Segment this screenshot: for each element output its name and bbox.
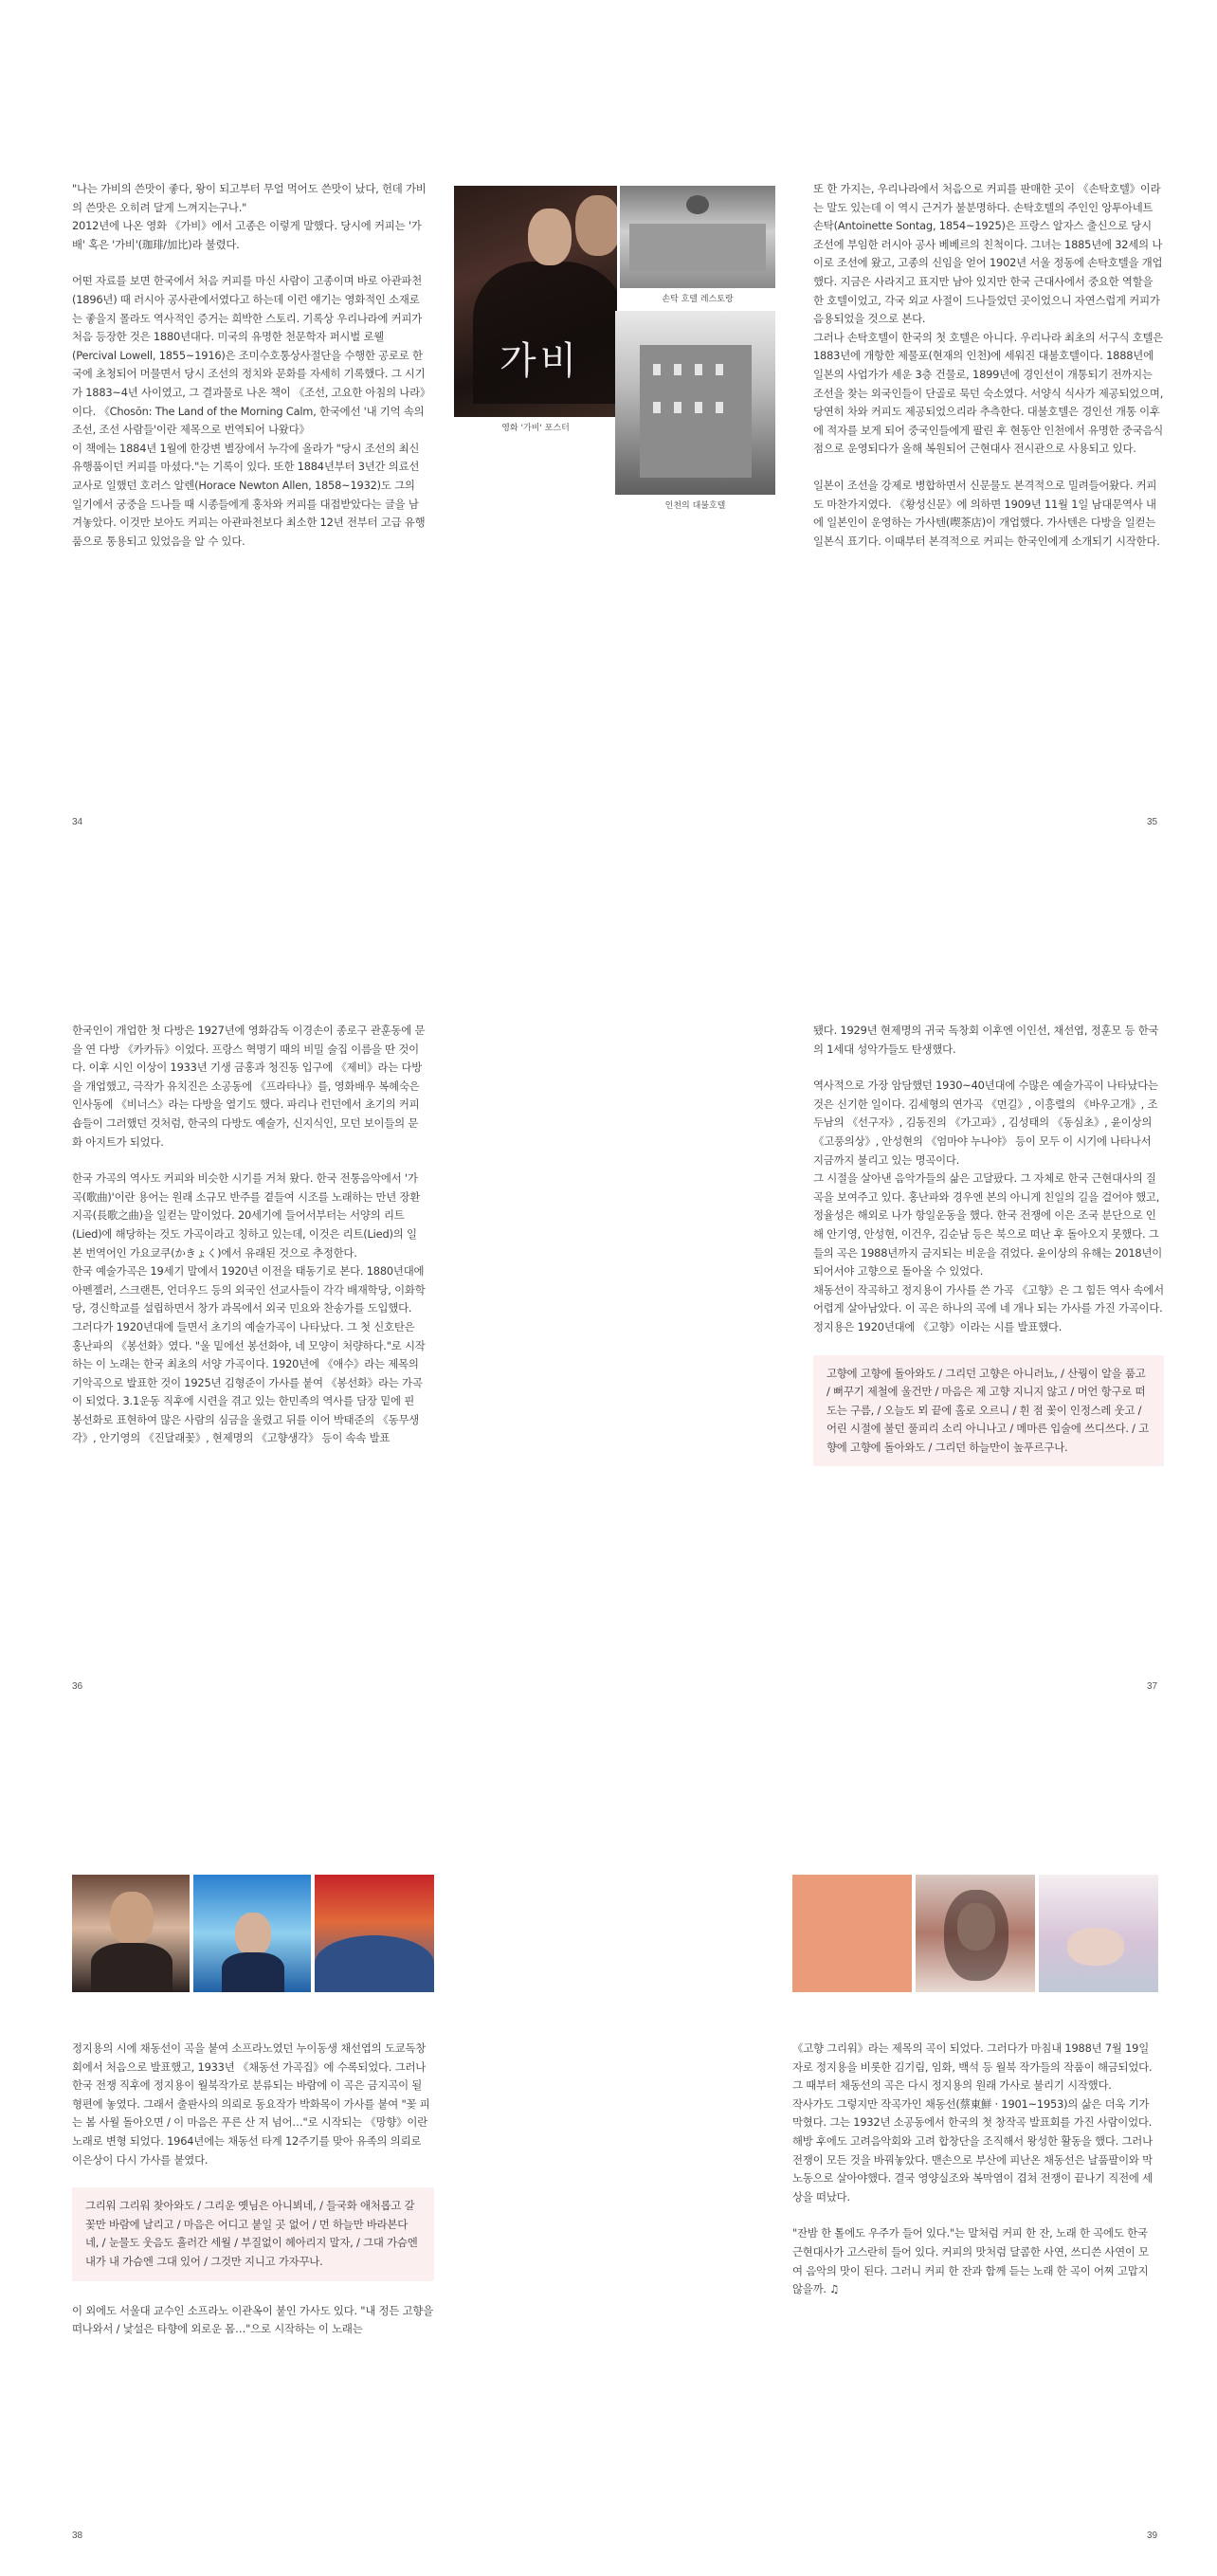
- album-cover-image: [72, 1875, 190, 1992]
- album-portrait-face: [110, 1892, 154, 1945]
- page-34-text-column: [72, 180, 427, 569]
- paragraph: 됐다. 1929년 현제명의 귀국 독창회 이후엔 이인선, 채선엽, 정훈모 등 한국의 1세대 성악가들도 탄생했다.: [813, 1024, 1159, 1056]
- poem-quote-box: 그리워 그리워 찾아와도 / 그리운 옛님은 아니뵈네, / 들국화 애처롭고 갈꽃만 바람에 날리고 / 마음은 어디고 붙일 곳 없어 / 먼 하늘만 바라본다네, / 눈물도 웃음도 흘러간 세월 / 부질없이 헤아리지 말자, / 그대 가슴엔 내가 내 가슴엔 그대 있어 / 그것만 지니고 가자꾸나.: [72, 2187, 434, 2280]
- poem-quote-box: 고향에 고향에 돌아와도 / 그리던 고향은 아니러뇨, / 산꿩이 알을 품고 / 뻐꾸기 제철에 울건만 / 마음은 제 고향 지니지 않고 / 머언 항구로 떠도는 구름, / 오늘도 뫼 끝에 홀로 오르니 / 흰 점 꽃이 인정스레 웃고 / 어린 시절에 불던 풀피리 소리 아니나고 / 메마른 입술에 쓰디쓰다. / 고향에 고향에 돌아와도 / 그리던 하늘만이 높푸르구나.: [813, 1355, 1164, 1467]
- album-cover-image: [792, 1875, 912, 1992]
- album-portrait-hair: [944, 1890, 1008, 1981]
- paragraph: 이 외에도 서울대 교수인 소프라노 이관옥이 붙인 가사도 있다. "내 정든 고향을 떠나와서 / 낯설은 타향에 외로운 몸…"으로 시작하는 이 노래는: [72, 2303, 433, 2336]
- window: [653, 402, 661, 413]
- window: [716, 364, 723, 375]
- album-portrait-face: [1067, 1928, 1124, 1966]
- poster-caption: 영화 '가비' 포스터: [501, 424, 570, 433]
- paragraph: 어떤 자료를 보면 한국에서 처음 커피를 마신 사람이 고종이며 바로 아관파천(1896년) 때 러시아 공사관에서였다고 하는데 이런 얘기는 영화적인 소재로는 좋을지 몰라도 역사적인 증거는 희박한 스토리. 기록상 우리나라에 커피가 처음 등장한 것은 1880년대다. 미국의 유명한 천문학자 퍼시벌 로웰(Percival Lowell, 1855~1916)은 조미수호통상사절단을 수행한 공로로 한국에 초청되어 머물면서 당시 조선의 정치와 문화를 자세히 기록했다. 그 시기가 1883~4년 사이였고, 그 결과물로 나온 책이 《조선, 고요한 아침의 나라》이다. 《Chosŏn: The Land of the Morning Calm, 한국에선 '내 기억 속의 조선, 조선 사람들'이란 제목으로 번역되어 나왔다》 이 책에는 1884년 1월에 한강변 별장에서 누각에 올라가 "당시 조선의 최신 유행품이던 커피를 마셨다."는 기록이 있다. 또한 1884년부터 3년간 의료선교사로 일했던 호러스 알렌(Horace Newton Allen, 1858~1932)도 그의 일기에서 궁중을 드나들 때 시종들에게 홍차와 커피를 대접받았다는 글을 남겨놓았다. 이것만 보아도 커피는 아관파천보다 최소한 12년 전부터 고급 유행품으로 통용되고 있었음을 알 수 있다.: [72, 274, 426, 548]
- page-38-text-column: [72, 2040, 434, 2357]
- window: [695, 364, 702, 375]
- page-39-text-column: [792, 2040, 1158, 2317]
- spread-pages-36-37: [0, 859, 1217, 1717]
- poster-face: [528, 209, 572, 265]
- page-number: 34: [72, 817, 83, 827]
- album-cover-image: [315, 1875, 434, 1992]
- window: [674, 364, 681, 375]
- paragraph: 또 한 가지는, 우리나라에서 처음으로 커피를 판매한 곳이 《손탁호텔》이라는 말도 있는데 이 역시 근거가 불분명하다. 손탁호텔의 주인인 앙투아네트 손탁(Antoinette Sontag, 1854~1925)은 프랑스 알자스 출신으로 당시 조선에 부임한 러시아 공사 베베르의 친척이다. 그녀는 1885년에 32세의 나이로 조선에 왔고, 고종의 신임을 얻어 1902년 서울 정동에 손탁호텔을 개업했다. 지금은 사라지고 표지만 남아 있지만 한국 근대사에서 중요한 역할을 한 호텔이었고, 각국 외교 사절이 드나들었던 곳이었으니 자연스럽게 커피가 음용되었을 것으로 본다. 그러나 손탁호텔이 한국의 첫 호텔은 아니다. 우리나라 최초의 서구식 호텔은 1883년에 개항한 제물포(현재의 인천)에 세워진 대불호텔이다. 1888년에 일본의 사업가가 세운 3층 건물로, 1899년에 경인선이 개통되기 전까지는 조선을 찾는 외국인들이 단골로 묵던 숙소였다. 서양식 식사가 제공되었으며, 당연히 차와 커피도 제공되었으리라 추측한다. 대불호텔은 경인선 개통 이후에 적자를 보게 되어 중국인들에게 팔린 후 현동안 인천에서 유명한 중국음식점으로 운영되다가 올해 복원되어 근현대사 전시관으로 사용되고 있다.: [813, 182, 1164, 456]
- window: [653, 364, 661, 375]
- page-number: 38: [72, 2531, 83, 2541]
- sontag-caption: 손탁 호텔 레스토랑: [662, 295, 734, 304]
- page-35-text-column: [813, 180, 1164, 569]
- poster-title: 가비: [500, 339, 581, 383]
- album-portrait-face: [235, 1913, 271, 1956]
- page-36-text-column: [72, 1022, 427, 1466]
- window: [695, 402, 702, 413]
- daebul-caption: 인천의 대불호텔: [664, 501, 726, 511]
- chandelier: [686, 195, 709, 214]
- album-cover-image: [916, 1875, 1035, 1992]
- paragraph: "나는 가비의 쓴맛이 좋다, 왕이 되고부터 무얼 먹어도 쓴맛이 났다, 헌데 가비의 쓴맛은 오히려 달게 느껴지는구나." 2012년에 나온 영화 《가비》에서 고종은 이렇게 말했다. 당시에 커피는 '가배' 혹은 '가비'(珈琲/加比)라 불렸다.: [72, 182, 427, 251]
- spread-pages-38-39: [0, 1717, 1217, 2576]
- paragraph: 역사적으로 가장 암담했던 1930~40년대에 수많은 예술가곡이 나타났다는 것은 신기한 일이다. 김세형의 연가곡 《먼길》, 이흥렬의 《바우고개》, 조두남의 《선구자》, 김동진의 《가고파》, 김성태의 《동심초》, 윤이상의 《고풍의상》, 안성현의 《엄마야 누나야》 등이 모두 이 시기에 나타나서 지금까지 불리고 있는 명곡이다. 그 시절을 살아낸 음악가들의 삶은 고달팠다. 그 자체로 한국 근현대사의 질곡을 보여주고 있다. 홍난파와 경우엔 본의 아니게 친일의 길을 걸어야 했고, 정율성은 해외로 나가 항일운동을 했다. 한국 전쟁에 이은 조국 분단으로 인해 안기영, 안성현, 이건우, 김순남 등은 북으로 떠난 후 돌아오지 못했다. 그들의 곡은 1988년까지 금지되는 비운을 겪었다. 윤이상의 유해는 2018년이 되어서야 고향으로 돌아올 수 있었다. 채동선이 작곡하고 정지용이 가사를 쓴 가곡 《고향》은 그 힘든 역사 속에서 어렵게 살아남았다. 이 곡은 하나의 곡에 네 개나 되는 가사를 가진 가곡이다. 정지용은 1920년대에 《고향》이라는 시를 발표했다.: [813, 1079, 1164, 1333]
- poster-face: [575, 195, 617, 256]
- album-portrait-body: [91, 1943, 173, 1992]
- movie-poster-image: [454, 186, 617, 417]
- paragraph: 《고향 그리워》라는 제목의 곡이 되었다. 그러다가 마침내 1988년 7월 19일자로 정지용을 비롯한 김기림, 임화, 백석 등 월북 작가들의 작품이 해금되었다. 그 때부터 채동선의 곡은 다시 정지용의 원래 가사로 불리기 시작했다. 작사가도 그렇지만 작곡가인 채동선(蔡東鮮 · 1901~1953)의 삶은 더욱 기가 막혔다. 그는 1932년 소공동에서 한국의 첫 창작곡 발표회를 가진 사람이었다. 해방 후에도 고려음악회와 고려 합창단을 조직해서 왕성한 활동을 했다. 그러나 전쟁이 모든 것을 바꿔놓았다. 맨손으로 부산에 피난온 채동선은 날품팔이와 막노동으로 살아야했다. 결국 영양실조와 복막염이 겹쳐 전쟁이 끝나기 직전에 세상을 떠났다.: [792, 2041, 1153, 2204]
- restaurant-interior: [629, 224, 766, 271]
- paragraph: 정지용의 시에 채동선이 곡을 붙여 소프라노였던 누이동생 채선엽의 도쿄독창회에서 처음으로 발표했고, 1933년 《채동선 가곡집》에 수록되었다. 그러나 한국 전쟁 직후에 정지용이 월북작가로 분류되는 바람에 이 곡은 금지곡이 될 형편에 놓였다. 그래서 출판사의 의뢰로 동요작가 박화목이 가사를 붙여 "꽃 피는 봄 사월 돌아오면 / 이 마음은 푸른 산 저 넘어…"로 시작되는 《망향》이란 노래로 변형 되었다. 1964년에는 채동선 타계 12주기를 맞아 유족의 의뢰로 이은상이 다시 가사를 붙였다.: [72, 2041, 430, 2167]
- paragraph: 한국 가곡의 역사도 커피와 비슷한 시기를 거쳐 왔다. 한국 전통음악에서 '가곡(歌曲)'이란 용어는 원래 소규모 반주를 곁들여 시조를 노래하는 만년 장환지곡(長歌之曲)을 일컫는 말이었다. 20세기에 들어서부터는 서양의 리트(Lied)에 해당하는 것도 가곡이라고 칭하고 있는데, 이것은 리트(Lied)의 일본 번역어인 가요쿄쿠(かきょく)에서 유래된 것으로 추정한다. 한국 예술가곡은 19세기 말에서 1920년 이전을 태동기로 본다. 1880년대에 아펜젤러, 스크랜튼, 언더우드 등의 외국인 선교사들이 각각 배재학당, 이화학당, 경신학교를 설립하면서 창가 과목에서 외국 민요와 찬송가를 도입했다. 그러다가 1920년대에 들면서 초기의 예술가곡이 나타났다. 그 첫 신호탄은 홍난파의 《봉선화》였다. "울 밑에선 봉선화야, 네 모양이 처량하다."로 시작하는 이 노래는 한국 최초의 서양 가곡이다. 1920년에 《애수》라는 제목의 기악곡으로 발표한 것이 1925년 김형준이 가사를 붙여 《봉선화》라는 가곡이 되었다. 3.1운동 직후에 시련을 겪고 있는 한민족의 역사를 담장 밑에 핀 봉선화로 표현하여 많은 사람의 심금을 울렸고 뒤를 이어 박태준의 《동무생각》, 안기영의 《진달래꽃》, 현제명의 《고향생각》 등이 속속 발표: [72, 1171, 426, 1445]
- paragraph: 한국인이 개업한 첫 다방은 1927년에 영화감독 이경손이 종로구 관훈동에 문을 연 다방 《카카듀》이었다. 프랑스 혁명기 때의 비밀 술집 이름을 딴 것이다. 이후 시인 이상이 1933년 기생 금홍과 청진동 입구에 《제비》라는 다방을 개업했고, 극작가 유치진은 소공동에 《프라타나》를, 영화배우 복혜숙은 인사동에 《비너스》라는 다방을 열기도 했다. 파리나 런던에서 초기의 커피숍들이 그러했던 것처럼, 한국의 다방도 예술가, 신지식인, 모던 보이들의 문화 아지트가 되었다.: [72, 1024, 426, 1149]
- page-37-text-column: [813, 1022, 1164, 1487]
- daebul-hotel-photo: [615, 311, 775, 495]
- spread-pages-34-35: [0, 0, 1217, 859]
- paragraph: 일본이 조선을 강제로 병합하면서 신문물도 본격적으로 밀려들어왔다. 커피도 마찬가지였다. 《황성신문》에 의하면 1909년 11월 1일 남대문역사 내에 일본인이 운영하는 가사텐(喫茶店)이 개업했다. 가사텐은 다방을 일컫는 일본식 표기다. 이때부터 본격적으로 커피는 한국인에게 소개되기 시작한다.: [813, 478, 1160, 548]
- album-cover-image: [1039, 1875, 1158, 1992]
- window: [716, 402, 723, 413]
- page-number: 35: [1147, 817, 1158, 827]
- album-portrait-body: [222, 1952, 284, 1992]
- paragraph: "잔밤 한 톨에도 우주가 들어 있다."는 말처럼 커피 한 잔, 노래 한 곡에도 한국 근현대사가 고스란히 들어 있다. 커피의 맛처럼 달콤한 사연, 쓰디쓴 사연이 모여 음악의 맛이 된다. 그러니 커피 한 잔과 함께 듣는 노래 한 곡이 어찌 고맙지 않을까. ♫: [792, 2226, 1149, 2296]
- album-cover-image: [193, 1875, 311, 1992]
- album-mountain-shape: [315, 1935, 434, 1992]
- page-number: 39: [1147, 2531, 1158, 2541]
- sontag-hotel-restaurant-photo: [620, 186, 775, 288]
- window: [674, 402, 681, 413]
- page-number: 36: [72, 1681, 83, 1692]
- page-number: 37: [1147, 1681, 1158, 1692]
